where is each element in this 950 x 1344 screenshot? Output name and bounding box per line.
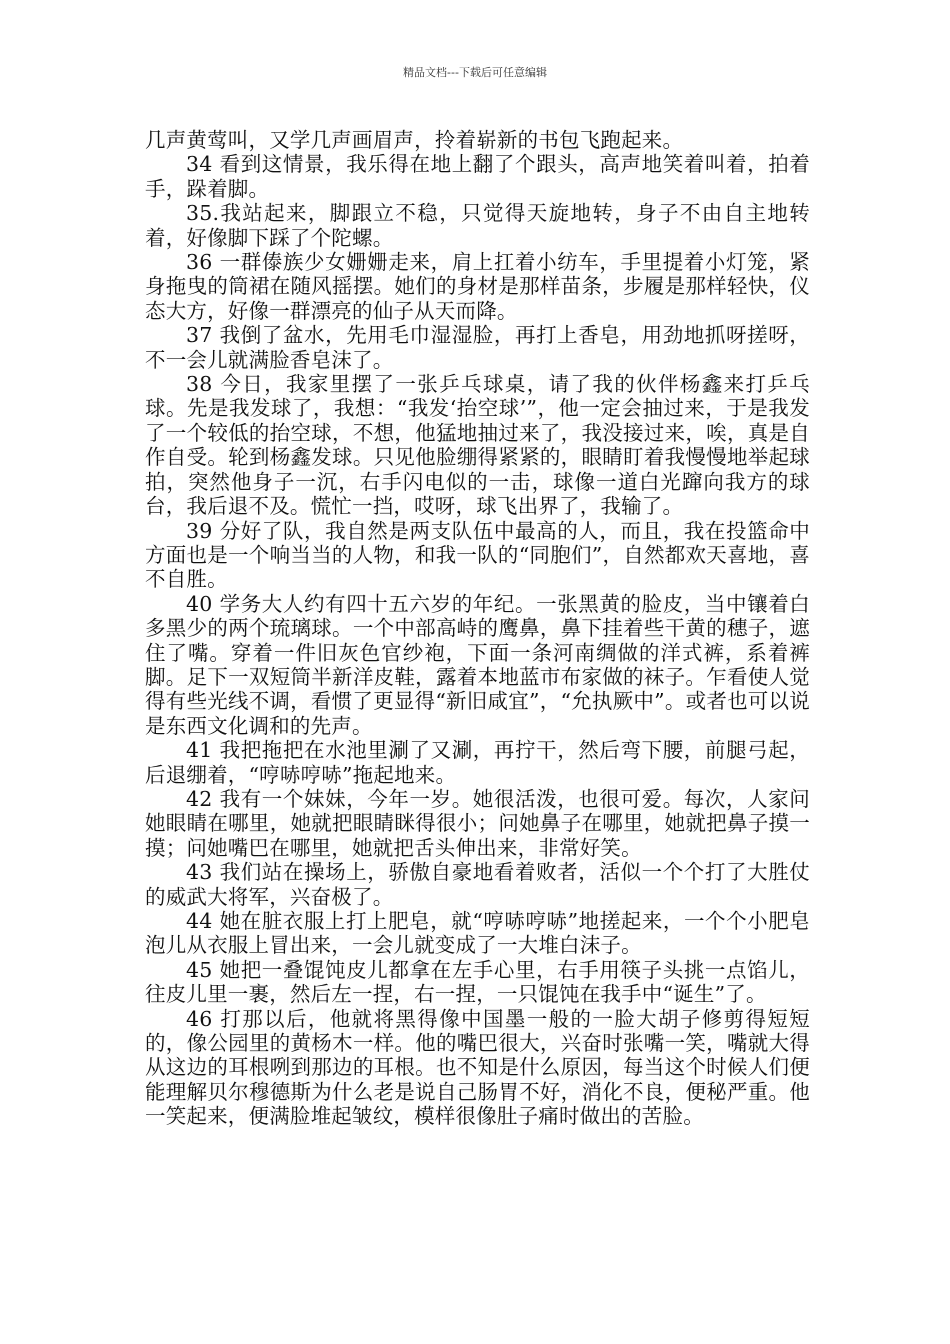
paragraph-42: 42 我有一个妹妹，今年一岁。她很活泼，也很可爱。每次，人家问她眼睛在哪里，她就把眼睛眯得很小；问她鼻子在哪里，她就把鼻子摸一摸；问她嘴巴在哪里，她就把舌头伸出来，非常好笑。 (145, 786, 810, 860)
paragraph-36: 36 一群傣族少女姗姗走来，肩上扛着小纺车，手里提着小灯笼，紧身拖曳的筒裙在随风摇摆。她们的身材是那样苗条，步履是那样轻快，仪态大方，好像一群漂亮的仙子从天而降。 (145, 250, 810, 323)
paragraph-40: 40 学务大人约有四十五六岁的年纪。一张黑黄的脸皮，当中镶着白多黑少的两个琉璃球。一个中部高峙的鹰鼻，鼻下挂着些干黄的穗子，遮住了嘴。穿着一件旧灰色官纱袍，下面一条河南绸做的洋式裤，系着裤脚。足下一双短筒半新洋皮鞋，露着本地蓝市布家做的袜子。乍看使人觉得有些光线不调，看惯了更显得“新旧咸宜”，“允执厥中”。或者也可以说是东西文化调和的先声。 (145, 591, 810, 738)
paragraph-34: 34 看到这情景，我乐得在地上翻了个跟头，高声地笑着叫着，拍着手，跺着脚。 (145, 152, 810, 201)
paragraph-43: 43 我们站在操场上，骄傲自豪地看着败者，活似一个个打了大胜仗的威武大将军，兴奋极了。 (145, 860, 810, 909)
paragraph-41: 41 我把拖把在水池里涮了又涮，再拧干，然后弯下腰，前腿弓起，后退绷着，“哼哧哼哧”拖起地来。 (145, 738, 810, 787)
paragraph-38: 38 今日，我家里摆了一张乒乓球桌，请了我的伙伴杨鑫来打乒乓球。先是我发球了，我想：“我发‘抬空球’”，他一定会抽过来，于是我发了一个较低的抬空球，不想，他猛地抽过来了，我没接过来，唉，真是自作自受。轮到杨鑫发球。只见他脸绷得紧紧的，眼睛盯着我慢慢地举起球拍，突然他身子一沉，右手闪电似的一击，球像一道白光蹿向我方的球台，我后退不及。慌忙一挡，哎呀，球飞出界了，我输了。 (145, 372, 810, 519)
paragraph-37: 37 我倒了盆水，先用毛巾湿湿脸，再打上香皂，用劲地抓呀搓呀，不一会儿就满脸香皂沫了。 (145, 323, 810, 372)
document-body (145, 128, 810, 1129)
paragraph-46: 46 打那以后，他就将黑得像中国墨一般的一脸大胡子修剪得短短的，像公园里的黄杨木一样。他的嘴巴很大，兴奋时张嘴一笑，嘴就大得从这边的耳根咧到那边的耳根。也不知是什么原因，每当这个时候人们便能理解贝尔穆德斯为什么老是说自己肠胃不好，消化不良，便秘严重。他一笑起来，便满脸堆起皱纹，模样很像肚子痛时做出的苦脸。 (145, 1006, 810, 1129)
paragraph-39: 39 分好了队，我自然是两支队伍中最高的人，而且，我在投篮命中方面也是一个响当当的人物，和我一队的“同胞们”，自然都欢天喜地，喜不自胜。 (145, 518, 810, 592)
paragraph-continuation: 几声黄莺叫，又学几声画眉声，拎着崭新的书包飞跑起来。 (145, 128, 684, 152)
paragraph-35: 35.我站起来，脚跟立不稳，只觉得天旋地转，身子不由自主地转着，好像脚下踩了个陀螺。 (145, 201, 810, 250)
paragraph-44: 44 她在脏衣服上打上肥皂，就“哼哧哼哧”地搓起来，一个个小肥皂泡儿从衣服上冒出来，一会儿就变成了一大堆白沫子。 (145, 909, 810, 958)
paragraph-45: 45 她把一叠馄饨皮儿都拿在左手心里，右手用筷子头挑一点馅儿，往皮儿里一裹，然后左一捏，右一捏，一只馄饨在我手中“诞生”了。 (145, 957, 810, 1007)
page-header: 精品文档---下载后可任意编辑 (403, 66, 547, 79)
